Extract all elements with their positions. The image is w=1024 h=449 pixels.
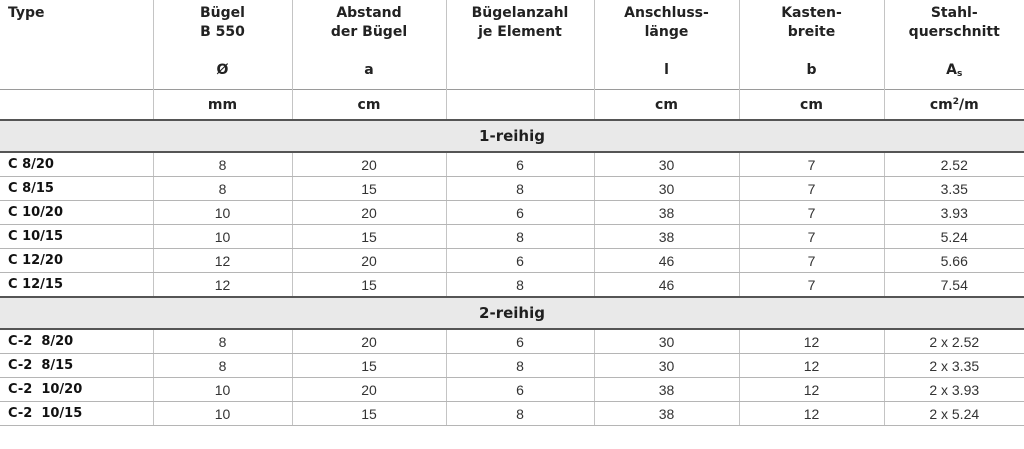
table-row — [0, 402, 1024, 426]
header-stahl-line1: Stahl- — [930, 5, 978, 21]
header-buegel-line2: B 550 — [200, 24, 245, 40]
table-row — [0, 378, 1024, 402]
cell-type: C 12/15 — [0, 273, 153, 298]
cell-stahl: 2 x 3.35 — [884, 354, 1024, 378]
cell-anzahl: 6 — [446, 249, 594, 273]
table-row — [0, 273, 1024, 298]
cell-kasten: 7 — [739, 201, 884, 225]
cell-kasten: 12 — [739, 354, 884, 378]
cell-stahl: 2 x 2.52 — [884, 329, 1024, 354]
header-anschluss-line1: Anschluss- — [624, 5, 709, 21]
cell-type: C-2 8/15 — [0, 354, 153, 378]
table-body — [0, 90, 1024, 426]
cell-abstand: 20 — [292, 329, 446, 354]
unit-stahl-superscript: 2 — [952, 96, 959, 107]
cell-anzahl: 8 — [446, 354, 594, 378]
header-anzahl-line1: Bügelanzahl — [471, 5, 569, 21]
section-title: 2-reihig — [0, 297, 1024, 329]
unit-stahl — [884, 90, 1024, 121]
header-buegel — [153, 0, 292, 57]
cell-anzahl: 6 — [446, 152, 594, 177]
section-header-row — [0, 297, 1024, 329]
cell-stahl: 2 x 5.24 — [884, 402, 1024, 426]
cell-abstand: 15 — [292, 225, 446, 249]
table-row — [0, 249, 1024, 273]
symbol-anschluss: l — [594, 57, 739, 90]
cell-buegel: 12 — [153, 249, 292, 273]
cell-buegel: 8 — [153, 354, 292, 378]
units-row — [0, 90, 1024, 121]
cell-anschluss: 30 — [594, 152, 739, 177]
cell-buegel: 8 — [153, 329, 292, 354]
header-buegel-line1: Bügel — [200, 5, 245, 21]
cell-buegel: 8 — [153, 177, 292, 201]
cell-stahl: 3.35 — [884, 177, 1024, 201]
cell-abstand: 20 — [292, 378, 446, 402]
cell-abstand: 15 — [292, 402, 446, 426]
cell-kasten: 12 — [739, 402, 884, 426]
table-row — [0, 152, 1024, 177]
cell-type: C 10/15 — [0, 225, 153, 249]
cell-kasten: 7 — [739, 249, 884, 273]
header-stahl-line2: querschnitt — [908, 24, 1000, 40]
header-kasten-line2: breite — [787, 24, 836, 40]
symbol-type-empty — [0, 57, 153, 90]
cell-anschluss: 30 — [594, 329, 739, 354]
cell-type: C 10/20 — [0, 201, 153, 225]
cell-stahl: 2.52 — [884, 152, 1024, 177]
symbol-buegel: Ø — [153, 57, 292, 90]
cell-stahl: 5.66 — [884, 249, 1024, 273]
symbol-stahl-subscript: s — [956, 69, 963, 79]
header-abstand-line2: der Bügel — [330, 24, 408, 40]
header-kasten-line1: Kasten- — [781, 5, 842, 21]
cell-anschluss: 38 — [594, 378, 739, 402]
header-anschluss-line2: länge — [644, 24, 689, 40]
header-stahl — [884, 0, 1024, 57]
cell-anschluss: 38 — [594, 201, 739, 225]
unit-stahl-base: cm — [929, 96, 953, 113]
cell-anzahl: 8 — [446, 402, 594, 426]
cell-stahl: 3.93 — [884, 201, 1024, 225]
cell-abstand: 15 — [292, 177, 446, 201]
cell-kasten: 7 — [739, 177, 884, 201]
table-row — [0, 329, 1024, 354]
unit-abstand: cm — [292, 90, 446, 121]
table-row — [0, 225, 1024, 249]
cell-anzahl: 6 — [446, 378, 594, 402]
cell-kasten: 12 — [739, 329, 884, 354]
header-abstand — [292, 0, 446, 57]
symbol-abstand: a — [292, 57, 446, 90]
cell-anschluss: 46 — [594, 273, 739, 298]
section-header-row — [0, 120, 1024, 152]
unit-type-empty — [0, 90, 153, 121]
cell-abstand: 20 — [292, 201, 446, 225]
header-kasten — [739, 0, 884, 57]
symbol-stahl-letter: A — [946, 62, 957, 78]
cell-abstand: 15 — [292, 273, 446, 298]
table-row — [0, 354, 1024, 378]
cell-kasten: 7 — [739, 152, 884, 177]
cell-anschluss: 38 — [594, 402, 739, 426]
cell-type: C 8/15 — [0, 177, 153, 201]
cell-abstand: 20 — [292, 249, 446, 273]
cell-buegel: 10 — [153, 201, 292, 225]
cell-anschluss: 30 — [594, 177, 739, 201]
cell-anschluss: 46 — [594, 249, 739, 273]
cell-type: C-2 8/20 — [0, 329, 153, 354]
table-row — [0, 201, 1024, 225]
cell-type: C-2 10/15 — [0, 402, 153, 426]
cell-anschluss: 38 — [594, 225, 739, 249]
cell-buegel: 8 — [153, 152, 292, 177]
header-anzahl-line2: je Element — [478, 24, 562, 40]
header-type-label: Type — [8, 5, 45, 21]
symbol-stahl — [884, 57, 1024, 90]
section-title: 1-reihig — [0, 120, 1024, 152]
cell-buegel: 12 — [153, 273, 292, 298]
cell-anschluss: 30 — [594, 354, 739, 378]
header-anschluss — [594, 0, 739, 57]
table-header — [0, 0, 1024, 90]
symbol-anzahl-empty — [446, 57, 594, 90]
cell-buegel: 10 — [153, 225, 292, 249]
cell-kasten: 7 — [739, 273, 884, 298]
cell-abstand: 20 — [292, 152, 446, 177]
unit-stahl-tail: /m — [958, 96, 979, 113]
cell-anzahl: 6 — [446, 201, 594, 225]
table-row — [0, 177, 1024, 201]
cell-anzahl: 8 — [446, 273, 594, 298]
unit-buegel: mm — [153, 90, 292, 121]
cell-kasten: 7 — [739, 225, 884, 249]
cell-buegel: 10 — [153, 378, 292, 402]
cell-type: C 8/20 — [0, 152, 153, 177]
header-type — [0, 0, 153, 57]
cell-anzahl: 8 — [446, 177, 594, 201]
header-abstand-line1: Abstand — [336, 5, 402, 21]
cell-type: C 12/20 — [0, 249, 153, 273]
cell-stahl: 7.54 — [884, 273, 1024, 298]
unit-anschluss: cm — [594, 90, 739, 121]
unit-kasten: cm — [739, 90, 884, 121]
cell-anzahl: 6 — [446, 329, 594, 354]
symbol-kasten: b — [739, 57, 884, 90]
unit-anzahl-empty — [446, 90, 594, 121]
cell-kasten: 12 — [739, 378, 884, 402]
cell-stahl: 5.24 — [884, 225, 1024, 249]
cell-abstand: 15 — [292, 354, 446, 378]
cell-type: C-2 10/20 — [0, 378, 153, 402]
cell-buegel: 10 — [153, 402, 292, 426]
header-anzahl — [446, 0, 594, 57]
cell-stahl: 2 x 3.93 — [884, 378, 1024, 402]
cell-anzahl: 8 — [446, 225, 594, 249]
